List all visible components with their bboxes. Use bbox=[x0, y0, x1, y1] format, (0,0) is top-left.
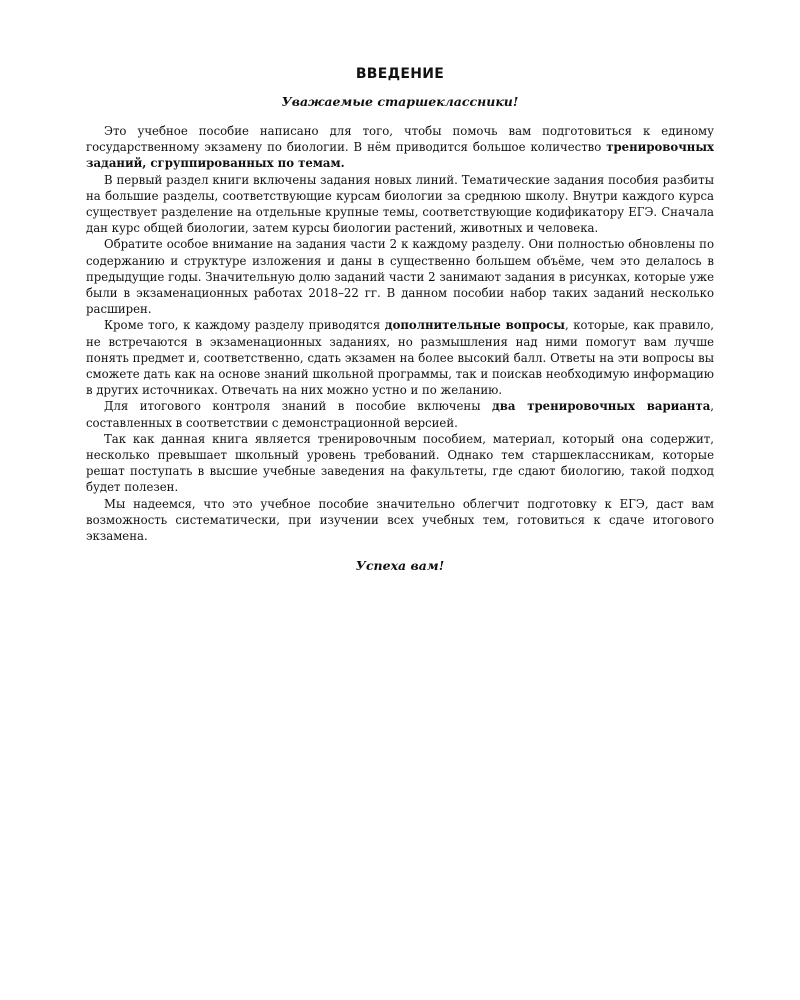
paragraph bbox=[86, 236, 714, 317]
paragraph-bold-text: дополнительные вопросы bbox=[384, 318, 565, 333]
paragraph-bold-text: два тренировочных варианта bbox=[491, 399, 711, 414]
paragraph-text: Мы надеемся, что это учебное пособие значительно облегчит подготовку к ЕГЭ, даст вам возможность систематически, при изучении всех учебных тем, готовиться к сдаче итогового экзамена. bbox=[86, 496, 714, 544]
paragraph-bold-text: тренировочных заданий, сгруппированных по темам. bbox=[86, 140, 714, 171]
paragraph bbox=[86, 496, 714, 545]
paragraph-text: Это учебное пособие написано для того, чтобы помочь вам подготовиться к единому государственному экзамену по биологии. В нём приводится большое количество bbox=[86, 124, 714, 155]
paragraph bbox=[86, 431, 714, 496]
paragraph bbox=[86, 172, 714, 237]
paragraph-text: Обратите особое внимание на задания части 2 к каждому разделу. Они полностью обновлены по содержанию и структуре изложения и даны в существенно большем объёме, чем это делалось в предыдущие годы. Значительную долю заданий части 2 занимают задания в рисунках, которые уже были в экзаменационных работах 2018–22 гг. В данном пособии набор таких заданий несколько расширен. bbox=[86, 237, 714, 317]
paragraph-text: Кроме того, к каждому разделу приводятся bbox=[104, 318, 385, 333]
paragraph bbox=[86, 398, 714, 430]
page-title: ВВЕДЕНИЕ bbox=[355, 66, 445, 82]
paragraph bbox=[86, 317, 714, 398]
paragraph-text: В первый раздел книги включены задания новых линий. Тематические задания пособия разбиты на большие разделы, соответствующие курсам биологии за среднюю школу. Внутри каждого курса существует разделение на отдельные крупные темы, соответствующие кодификатору ЕГЭ. Сначала дан курс общей биологии, затем курсы биологии растений, животных и человека. bbox=[86, 172, 714, 236]
paragraph-text: , составленных в соответствии с демонстрационной версией. bbox=[86, 399, 714, 430]
paragraph-text: Так как данная книга является тренировочным пособием, материал, который она содержит, несколько превышает школьный уровень требований. Однако тем старшеклассникам, которые решат поступать в высшие учебные заведения на факультеты, где сдают биологию, такой подход будет полезен. bbox=[86, 431, 714, 495]
greeting: Уважаемые старшеклассники! bbox=[281, 94, 519, 109]
paragraph bbox=[86, 123, 714, 172]
closing-line: Успеха вам! bbox=[355, 558, 445, 574]
paragraph-text: Для итогового контроля знаний в пособие включены bbox=[104, 399, 492, 414]
body-text bbox=[86, 123, 714, 544]
document-page bbox=[86, 62, 714, 573]
paragraph-text: , которые, как правило, не встречаются в экзаменационных заданиях, но размышления над ними помогут вам лучше понять предмет и, соответственно, сдать экзамен на более высокий балл. Ответы на эти вопросы вы сможете дать как на основе знаний школьной программы, так и поискав необходимую информацию в других источниках. Отвечать на них можно устно и по желанию. bbox=[86, 318, 715, 398]
